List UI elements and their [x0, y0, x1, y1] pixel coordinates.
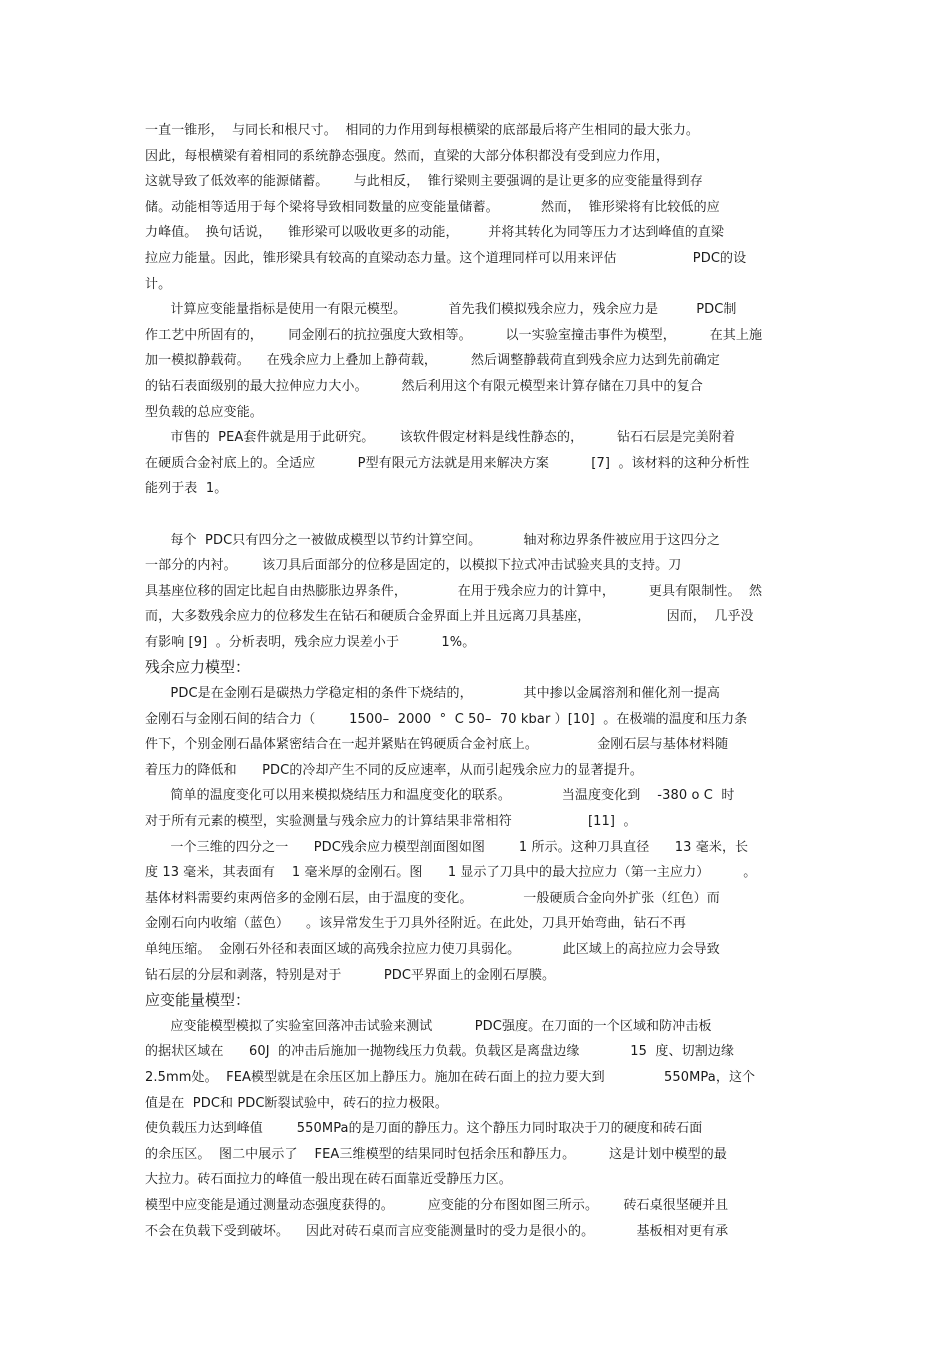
text-line: 的余压区。 图二中展示了 FEA三维模型的结果同时包括余压和静压力。 这是计划中模型的最 [145, 1146, 727, 1162]
text-line: 而，大多数残余应力的位移发生在钻石和硬质合金界面上并且远离刀具基座， 因而， 几乎没 [145, 609, 754, 625]
text-line: 这就导致了低效率的能源储蓄。 与此相反， 锥行梁则主要强调的是让更多的应变能量得到存 [145, 174, 703, 190]
text-line: 作工艺中所固有的， 同金刚石的抗拉强度大致相等。 以一实验室撞击事件为模型， 在其上施 [145, 327, 763, 343]
text-line: 单纯压缩。 金刚石外径和表面区域的高残余拉应力使刀具弱化。 此区域上的高拉应力会导致 [145, 942, 720, 957]
text-line: PDC是在金刚石是碳热力学稳定相的条件下烧结的， 其中掺以金属溶剂和催化剂一提高 [145, 686, 721, 702]
text-line: 的据状区域在 60J 的冲击后施加一抛物线压力负载。负载区是离盘边缘 15 度、切割边缘 [145, 1044, 735, 1060]
text-line: 型负载的总应变能。 [145, 404, 263, 420]
paragraph [145, 297, 815, 425]
paragraph [145, 118, 815, 297]
text-line: 使负载压力达到峰值 550MPa的是刀面的静压力。这个静压力同时取决于刀的硬度和砖石面 [145, 1121, 703, 1137]
paragraph-spacer [145, 502, 815, 528]
text-line: 钻石层的分层和剥落，特别是对于 PDC平界面上的金刚石厚膜。 [145, 967, 556, 983]
text-line: 储。动能相等适用于每个梁将导致相同数量的应变能量储蓄。 然而， 锥形梁将有比较低的应 [145, 199, 720, 215]
text-line: 一直一锥形， 与同长和根尺寸。 相同的力作用到每根横梁的底部最后将产生相同的最大张力。 [145, 123, 700, 138]
text-line: 拉应力能量。因此，锥形梁具有较高的直梁动态力量。这个道理同样可以用来评估 PDC的设 [145, 250, 747, 266]
paragraph [145, 528, 815, 656]
text-line: 2.5mm处。 FEA模型就是在余压区加上静压力。施加在砖石面上的拉力要大到 550MPa，这个 [145, 1069, 756, 1085]
text-line: 不会在负载下受到破坏。 因此对砖石桌而言应变能测量时的受力是很小的。 基板相对更有承 [145, 1223, 729, 1239]
text-line: 的钻石表面级别的最大拉伸应力大小。 然后利用这个有限元模型来计算存储在刀具中的复合 [145, 378, 703, 394]
text-line: 模型中应变能是通过测量动态强度获得的。 应变能的分布图如图三所示。 砖石桌很坚硬并且 [145, 1197, 729, 1213]
paragraph [145, 1014, 815, 1244]
text-line: 因此，每根横梁有着相同的系统静态强度。然而，直梁的大部分体积都没有受到应力作用， [145, 148, 670, 164]
paragraph [145, 681, 815, 988]
text-line: 值是在 PDC和 PDC断裂试验中，砖石的拉力极限。 [145, 1095, 448, 1111]
text-line: 金刚石与金刚石间的结合力（ 1500– 2000 ° C 50– 70 kbar ）[10] 。在极端的温度和压力条 [145, 711, 748, 727]
text-line: 基体材料需要约束两倍多的金刚石层，由于温度的变化。 一般硬质合金向外扩张（红色）而 [145, 890, 720, 906]
text-line: 每个 PDC只有四分之一被做成模型以节约计算空间。 轴对称边界条件被应用于这四分之 [145, 532, 721, 548]
text-line: 一部分的内衬。 该刀具后面部分的位移是固定的，以模拟下拉式冲击试验夹具的支持。刀 [145, 558, 682, 574]
text-line: 计算应变能量指标是使用一有限元模型。 首先我们模拟残余应力，残余应力是 PDC制 [145, 302, 737, 318]
text-line: 力峰值。 换句话说， 锥形梁可以吸收更多的动能， 并将其转化为同等压力才达到峰值的直梁 [145, 225, 725, 241]
text-line: 度 13 毫米，其表面有 1 毫米厚的金刚石。图 1 显示了刀具中的最大拉应力（第一主应力） 。 [145, 865, 757, 881]
document-body [145, 118, 815, 1244]
text-line: 有影响 [9] 。分析表明，残余应力误差小于 1%。 [145, 634, 476, 650]
text-line: 市售的 PEA套件就是用于此研究。 该软件假定材料是线性静态的， 钻石石层是完美附着 [145, 430, 735, 446]
text-line: 具基座位移的固定比起自由热膨胀边界条件， 在用于残余应力的计算中， 更具有限制性。 然 [145, 583, 763, 599]
text-line: 件下，个别金刚石晶体紧密结合在一起并紧贴在钨硬质合金衬底上。 金刚石层与基体材料随 [145, 737, 729, 753]
text-line: 对于所有元素的模型，实验测量与残余应力的计算结果非常相符 [11] 。 [145, 814, 637, 830]
text-line: 能列于表 1。 [145, 481, 228, 497]
section-heading-strain-energy: 应变能量模型： [145, 991, 251, 1010]
text-line: 简单的温度变化可以用来模拟烧结压力和温度变化的联系。 当温度变化到 -380 o C 时 [145, 788, 735, 804]
text-line: 加一模拟静载荷。 在残余应力上叠加上静荷载， 然后调整静载荷直到残余应力达到先前确定 [145, 353, 720, 369]
section-heading-residual-stress: 残余应力模型： [145, 658, 251, 677]
text-line: 计。 [145, 276, 172, 292]
text-line: 着压力的降低和 PDC的冷却产生不同的反应速率，从而引起残余应力的显著提升。 [145, 762, 644, 778]
text-line: 金刚石向内收缩（蓝色） 。该异常发生于刀具外径附近。在此处，刀具开始弯曲，钻石不再 [145, 916, 686, 932]
text-line: 一个三维的四分之一 PDC残余应力模型剖面图如图 1 所示。这种刀具直径 13 毫米，长 [145, 839, 749, 855]
paragraph [145, 425, 815, 502]
text-line: 应变能模型模拟了实验室回落冲击试验来测试 PDC强度。在刀面的一个区域和防冲击板 [145, 1018, 712, 1034]
text-line: 在硬质合金衬底上的。全适应 P型有限元方法就是用来解决方案 [7] 。该材料的这种分析性 [145, 455, 750, 471]
text-line: 大拉力。砖石面拉力的峰值一般出现在砖石面靠近受静压力区。 [145, 1172, 512, 1188]
